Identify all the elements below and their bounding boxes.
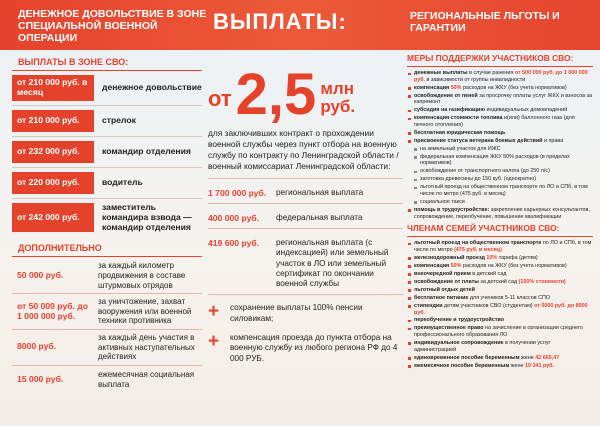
benefit-text: по ЛО и СПб, в том числе по метро (414, 240, 592, 254)
benefit-highlight: от 500 000 руб. до 1 000 000 руб. (414, 70, 588, 83)
column-payouts (208, 54, 403, 365)
row-divider (12, 365, 202, 366)
benefit-bold: стипендии (414, 302, 443, 309)
benefit-text: и права (542, 137, 564, 144)
benefit-text: для учеников 5-11 классов СПО (468, 294, 551, 301)
benefit-text: в случае ранения (467, 70, 515, 77)
benefit-bold: ежемесячное пособие беременным (414, 362, 510, 369)
payment-row (12, 75, 202, 101)
benefit-item (407, 271, 593, 278)
benefit-text: жене (519, 354, 536, 361)
additional-description: за каждый километр продвижения в составе штурмовых отрядов (98, 261, 186, 290)
payment-description: денежное довольствие (102, 81, 202, 92)
row-divider (12, 105, 202, 106)
benefit-highlight: 10% (486, 255, 498, 261)
plus-row (208, 330, 403, 365)
payment-row (12, 203, 202, 233)
benefit-item (407, 263, 593, 270)
benefit-highlight: 50% (450, 262, 462, 269)
payment-amount: от 220 000 руб. (12, 172, 94, 194)
benefit-tail: в зависимости от группы инвалидности (425, 76, 526, 83)
benefit-item (407, 85, 593, 92)
benefit-bold: денежные выплаты (414, 70, 468, 77)
benefit-text: заготовка древесины до 150 куб. (однократно) (420, 176, 537, 183)
benefit-item (407, 295, 593, 302)
additional-list (12, 261, 202, 390)
benefit-item (407, 199, 593, 206)
row-divider (12, 198, 202, 199)
benefit-item (407, 279, 593, 286)
additional-amount: 8000 руб. (17, 341, 57, 352)
benefit-item (407, 317, 593, 324)
benefit-item (407, 93, 593, 106)
benefit-item (407, 355, 593, 362)
benefit-item (407, 176, 593, 183)
benefit-item (407, 287, 593, 294)
banner-left-title: ДЕНЕЖНОЕ ДОВОЛЬСТВИЕ В ЗОНЕ СПЕЦИАЛЬНОЙ ВОЕННОЙ ОПЕРАЦИИ (18, 8, 207, 44)
benefit-item (407, 130, 593, 137)
benefit-item (407, 363, 593, 370)
benefit-bold: переобучение и трудоустройство (414, 317, 505, 324)
benefit-text: индивидуальных домовладений (484, 107, 568, 114)
benefit-bold: компенсация (414, 84, 451, 91)
payment-amount: от 242 000 руб. (12, 203, 94, 233)
payment-description: стрелок (102, 114, 136, 125)
regional-description: региональная выплата (276, 187, 364, 197)
benefit-item (407, 184, 593, 197)
headline-unit-mln: млн (320, 79, 354, 99)
headline-amount (208, 54, 403, 127)
benefit-bold: единовременное пособие беременным (414, 354, 520, 361)
benefit-item (407, 303, 593, 316)
benefit-bold: освобождение от платы (414, 278, 479, 285)
section-heading-additional: ДОПОЛНИТЕЛЬНО (12, 240, 202, 257)
additional-row (12, 333, 202, 362)
benefit-highlight: (100% стоимости) (518, 278, 566, 285)
benefit-item (407, 340, 593, 353)
benefit-item (407, 146, 593, 153)
plus-text: компенсация проезда до пункта отбора на военную службу из любого региона РФ до 4 000 РУБ. (230, 332, 398, 364)
plus-list (208, 303, 403, 364)
benefit-text: льготный проезд на общественном транспорте по ЛО и СПб, в том числе по метро (475 руб. в месяц) (420, 184, 588, 198)
benefit-bold: компенсация (414, 262, 451, 269)
benefit-text: в детский сад (470, 270, 507, 277)
regional-description: региональная выплата (с индексацией) или земельный участок в ЛО или земельный сертификат по окончании военной службы (276, 238, 389, 289)
payment-description: заместитель командира взвода — командир отделения (102, 201, 192, 232)
payment-row (12, 110, 202, 132)
payment-description: водитель (102, 176, 143, 187)
additional-row (12, 369, 202, 391)
headline-prefix: от (208, 86, 232, 111)
row-divider (12, 167, 202, 168)
benefit-item (407, 70, 593, 83)
benefit-bold: внеочередной прием (414, 270, 471, 277)
payment-amount: от 210 000 руб. в месяц (12, 75, 94, 101)
benefit-bold: присвоение статуса ветерана боевых действий (414, 137, 543, 144)
banner-right-title: РЕГИОНАЛЬНЫЕ ЛЬГОТЫ И ГАРАНТИИ (410, 10, 560, 34)
benefit-bold: компенсация стоимости топлива (414, 115, 503, 122)
intro-text: для заключивших контракт о прохождении военной службы через пункт отбора на военную службу по контракту по Ленинградской области / военный комиссариат Ленинградской области: (208, 128, 403, 179)
benefit-item (407, 255, 593, 262)
banner-mid-title: ВЫПЛАТЫ: (213, 9, 347, 34)
benefit-item (407, 138, 593, 145)
payment-row (12, 141, 202, 163)
row-divider (12, 136, 202, 137)
additional-row (12, 261, 202, 290)
benefit-text: жене (509, 362, 525, 369)
benefit-text: социальное такси (420, 199, 465, 206)
benefit-text: на земельный участок для ИЖС (420, 145, 501, 152)
benefit-item (407, 154, 593, 167)
benefit-item (407, 240, 593, 253)
benefit-tail: (без учета нормативов) (506, 262, 567, 269)
additional-description: за уничтожение, захват вооружения или военной техники противника (98, 297, 192, 326)
headline-number: 2,5 (235, 62, 317, 127)
section-heading-svo-payments: ВЫПЛАТЫ В ЗОНЕ СВО: (12, 54, 202, 71)
benefit-bold: бесплатное питание (414, 294, 469, 301)
column-allowance (12, 54, 202, 393)
benefit-text: и(или) баллонного газа (для печного отопления) (414, 115, 575, 128)
benefit-tail: (без учета нормативов) (506, 84, 567, 91)
additional-amount: от 50 000 руб. до 1 000 000 руб. (17, 300, 89, 321)
benefit-text: в получении услуг администрацией (414, 340, 551, 353)
plus-icon: + (208, 301, 220, 323)
regional-list (208, 188, 403, 296)
benefit-highlight: 10 341 руб. (524, 362, 555, 369)
benefit-bold: субсидия на газификацию (414, 107, 485, 114)
benefit-highlight: 50% (450, 84, 462, 91)
benefit-text: на зачисление в организации среднего профессионального образования ЛО (414, 325, 583, 339)
family-benefits-list (407, 240, 593, 369)
benefit-bold: бесплатная юридическая помощь (414, 129, 506, 136)
additional-amount: 15 000 руб. (17, 373, 64, 384)
benefit-item (407, 168, 593, 175)
benefit-item (407, 325, 593, 338)
row-divider (12, 329, 202, 330)
plus-row (208, 303, 403, 324)
payments-list (12, 75, 202, 232)
heading-support-measures: МЕРЫ ПОДДЕРЖКИ УЧАСТНИКОВ СВО: (407, 54, 593, 67)
payment-amount: от 210 000 руб. (12, 110, 94, 132)
regional-row (208, 188, 403, 204)
additional-row (12, 297, 202, 326)
additional-amount: 50 000 руб. (17, 269, 64, 280)
benefit-bold: индивидуальное сопровождение (414, 340, 504, 347)
regional-row (208, 238, 403, 295)
benefit-text: закрепление карьерных консультантов, сопровождение, переобучение, повышение квалификации (414, 207, 590, 220)
benefit-bold: железнодорожный проезд (414, 255, 487, 261)
benefit-text: за просрочку оплаты услуг ЖКХ и взносов за капремонт (414, 92, 593, 106)
plus-icon: + (208, 330, 220, 352)
additional-description: за каждый день участия в активных наступательных действиях (98, 332, 195, 362)
payment-amount: от 232 000 руб. (12, 141, 94, 163)
regional-row (208, 213, 403, 229)
benefit-text: детям участников СВО (студентам) (442, 302, 535, 309)
additional-description: ежемесячная социальная выплата (98, 370, 195, 389)
benefit-bold: помощь в трудоустройстве: (414, 207, 490, 213)
benefit-item (407, 107, 593, 114)
benefit-text: за детский сад (478, 278, 519, 285)
benefit-bold: освобождение от пеней (414, 92, 478, 99)
benefit-text: тарифа (детям) (497, 255, 538, 261)
plus-text: сохранение выплаты 100% пенсии силовикам; (230, 303, 363, 324)
payment-description: командир отделения (102, 145, 191, 156)
regional-amount: 1 700 000 руб. (208, 187, 267, 198)
support-measures-list (407, 70, 593, 220)
benefit-text: освобождение от транспортного налога (до 250 л/с) (420, 168, 550, 175)
benefit-bold: льготный отдых детей (414, 286, 475, 293)
regional-amount: 419 600 руб. (208, 238, 260, 249)
benefit-highlight: от 5000 руб. до 8000 руб. (414, 302, 588, 316)
column-benefits (407, 54, 593, 371)
benefit-highlight: (475 руб. в месяц) (454, 247, 502, 254)
headline-unit-rub: руб. (320, 97, 356, 117)
regional-description: федеральная выплата (276, 212, 363, 222)
row-divider (12, 293, 202, 294)
heading-family-members: ЧЛЕНАМ СЕМЕЙ УЧАСТНИКОВ СВО: (407, 224, 593, 237)
benefit-item (407, 115, 593, 128)
benefit-bold: льготный проезд на общественном транспорте (414, 240, 542, 247)
benefit-highlight: 42 665,47 (535, 354, 560, 361)
benefit-text: расходов на ЖКУ (461, 262, 507, 269)
benefit-item (407, 207, 593, 220)
benefit-bold: преимущественное право (414, 325, 484, 332)
payment-row (12, 172, 202, 194)
benefit-text: федеральная компенсация ЖКУ 50% расходов (в пределах нормативов) (420, 153, 570, 167)
benefit-text: расходов на ЖКУ (461, 84, 507, 91)
headline-unit (316, 80, 355, 124)
regional-amount: 400 000 руб. (208, 212, 260, 223)
